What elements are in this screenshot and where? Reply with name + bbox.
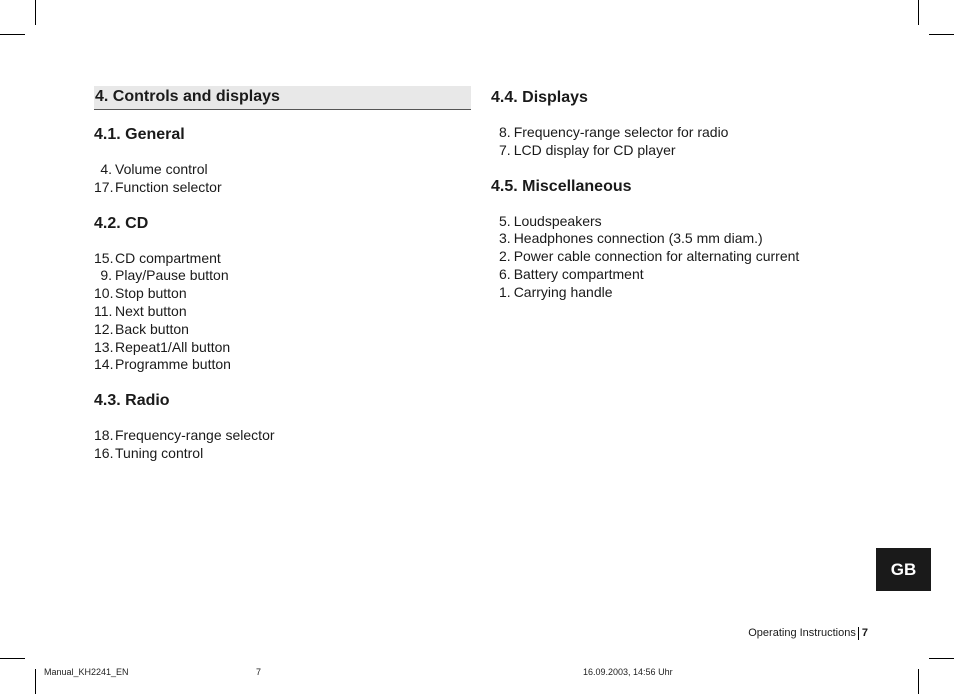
item-label: Repeat1/All button [115,338,231,355]
item-number: 1. [499,283,511,300]
crop-mark [918,669,919,694]
item-label: Carrying handle [513,283,613,300]
item-number: 13. [94,338,114,355]
crop-mark [35,0,36,25]
page-number: 7 [861,627,868,639]
subsection-heading-general: 4.1. General [94,126,185,143]
subsection-heading-miscellaneous: 4.5. Miscellaneous [491,177,632,195]
crop-mark [929,34,954,35]
print-page-number: 7 [256,667,262,677]
item-label: Programme button [115,356,231,373]
item-label: Back button [115,320,189,337]
list-item [499,142,871,160]
item-label: Volume control [115,161,208,177]
item-label: Next button [115,302,187,319]
item-label: Loudspeakers [513,212,602,229]
section-heading-controls: 4. Controls and displays [94,86,471,110]
list-item [94,179,471,197]
item-number: 4. [100,161,112,177]
subsection-heading-cd: 4.2. CD [94,214,149,232]
general-list [94,161,471,197]
item-number: 16. [94,444,114,461]
item-number: 15. [94,249,114,266]
item-label: Stop button [115,285,187,302]
item-number: 10. [94,285,114,302]
list-item [499,248,871,266]
crop-mark [0,658,25,659]
crop-mark [0,34,25,35]
print-file-name: Manual_KH2241_EN [44,667,129,677]
item-number: 6. [499,265,511,282]
list-item [94,356,471,374]
item-label: Function selector [115,178,222,195]
item-label: Frequency-range selector for radio [513,124,729,140]
item-number: 3. [499,230,511,247]
radio-list [94,427,471,463]
item-number: 14. [94,356,114,373]
footer-separator [858,627,859,640]
subsection-heading-displays: 4.4. Displays [491,89,588,106]
list-item [499,230,871,248]
list-item [499,213,871,231]
print-timestamp: 16.09.2003, 14:56 Uhr [583,667,673,677]
item-number: 8. [499,124,511,140]
right-column [491,86,871,302]
misc-list [491,213,871,302]
item-label: Tuning control [115,444,204,461]
item-label: LCD display for CD player [513,141,676,158]
item-label: Headphones connection (3.5 mm diam.) [513,230,763,247]
subsection-heading-radio: 4.3. Radio [94,392,170,410]
item-number: 11. [94,302,113,319]
item-number: 17. [94,178,114,195]
list-item [499,284,871,302]
list-item [94,161,471,179]
item-label: Battery compartment [513,265,644,282]
list-item [94,303,471,321]
item-label: Frequency-range selector [115,427,275,444]
crop-mark [35,669,36,694]
cd-list [94,250,471,375]
page-footer [748,626,868,640]
item-label: Play/Pause button [115,267,229,284]
list-item [94,285,471,303]
item-number: 18. [94,427,114,444]
item-number: 2. [499,248,511,265]
item-number: 9. [100,267,112,284]
footer-label: Operating Instructions [748,627,856,639]
list-item [94,339,471,357]
item-label: CD compartment [115,249,221,266]
list-item [94,427,471,445]
list-item [94,445,471,463]
list-item [499,266,871,284]
item-number: 12. [94,320,114,337]
list-item [94,250,471,268]
crop-mark [918,0,919,25]
list-item [94,267,471,285]
item-number: 7. [499,141,511,158]
displays-list [491,124,871,160]
language-tab-gb: GB [876,548,931,591]
crop-mark [929,658,954,659]
list-item [499,124,871,142]
left-column [94,86,471,463]
item-number: 5. [499,212,511,229]
item-label: Power cable connection for alternating current [513,248,800,265]
list-item [94,321,471,339]
